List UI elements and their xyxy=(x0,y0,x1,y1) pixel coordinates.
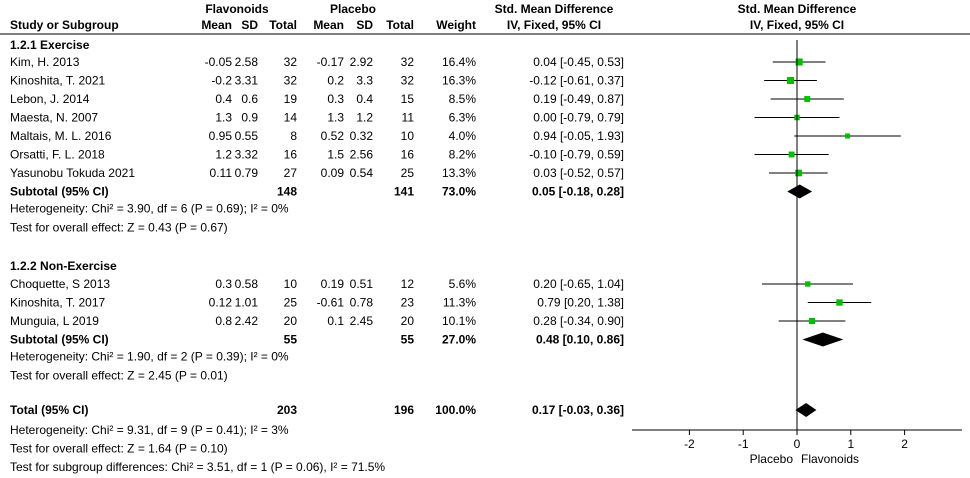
subgroup-2-study-2-mean-1: 0.12 xyxy=(208,295,232,310)
subgroup-2-subtotal-label: Subtotal (95% CI) xyxy=(10,332,109,347)
subgroup-1-study-5-effect-square xyxy=(845,134,850,139)
subgroup-2-study-2-name: Kinoshita, T. 2017 xyxy=(10,295,106,310)
subgroup-1-study-2-ci-text: -0.12 [-0.61, 0.37] xyxy=(529,73,624,88)
subgroup-1-study-1-sd-1: 2.58 xyxy=(234,55,258,69)
subgroup-1-study-7-sd-2: 0.54 xyxy=(349,166,373,180)
subgroup-1-study-3-name: Lebon, J. 2014 xyxy=(10,92,90,106)
subgroup-1-study-1-sd-2: 2.92 xyxy=(349,55,373,69)
subgroup-1-study-2-effect-square xyxy=(787,77,794,84)
subgroup-1-subtotal-total-2: 141 xyxy=(393,184,414,199)
subgroup-1-study-6-name: Orsatti, F. L. 2018 xyxy=(10,147,105,162)
subgroup-1-study-5-weight: 4.0% xyxy=(448,129,476,143)
subgroup-1-study-3-mean-2: 0.3 xyxy=(327,92,344,106)
subgroup-1-study-7-total-1: 27 xyxy=(283,166,297,180)
subgroup-2-study-1-total-1: 10 xyxy=(283,277,297,291)
header-sd-2: SD xyxy=(356,18,373,32)
subgroup-2-study-2-effect-square xyxy=(836,299,842,305)
subgroup-2-subtotal-total-1: 55 xyxy=(283,332,297,347)
total-total-2: 196 xyxy=(393,403,414,417)
subgroup-1-study-4-sd-1: 0.9 xyxy=(241,110,258,125)
total-ci-text: 0.17 [-0.03, 0.36] xyxy=(531,403,624,417)
subgroup-1-study-3-sd-1: 0.6 xyxy=(241,92,258,106)
subgroup-1-study-1-total-1: 32 xyxy=(283,55,297,69)
subgroup-1-study-2-mean-2: 0.2 xyxy=(327,73,344,88)
subgroup-2-study-3-mean-1: 0.8 xyxy=(215,314,232,328)
subgroup-1-study-7-mean-1: 0.11 xyxy=(209,166,232,180)
axis-label-right: Flavonoids xyxy=(801,452,860,466)
subgroup-1-study-5-sd-2: 0.32 xyxy=(349,129,373,143)
header-flavonoids: Flavonoids xyxy=(205,2,269,16)
subgroup-1-study-3-effect-square xyxy=(804,96,810,102)
header-sd-1: SD xyxy=(241,18,258,32)
subgroup-2-study-3-total-1: 20 xyxy=(283,314,297,328)
subgroup-2-study-2-sd-2: 0.78 xyxy=(349,295,373,310)
subgroup-1-study-3-weight: 8.5% xyxy=(448,92,476,106)
subgroup-1-study-4-mean-1: 1.3 xyxy=(215,110,232,125)
subgroup-1-study-6-weight: 8.2% xyxy=(448,147,476,162)
subgroup-2-study-1-ci-text: 0.20 [-0.65, 1.04] xyxy=(533,277,624,291)
subgroup-1-study-3-total-1: 19 xyxy=(283,92,297,106)
subgroup-1-study-1-total-2: 32 xyxy=(400,55,414,69)
subgroup-2-title: 1.2.2 Non-Exercise xyxy=(10,259,117,273)
subgroup-1-study-1-mean-2: -0.17 xyxy=(316,55,344,69)
header-mean-1: Mean xyxy=(201,18,232,32)
subgroup-1-study-7-ci-text: 0.03 [-0.52, 0.57] xyxy=(533,166,624,180)
subgroup-1-study-2-mean-1: -0.2 xyxy=(211,73,232,88)
subgroup-1-subtotal-diamond xyxy=(787,185,812,199)
subgroup-2-overall-effect: Test for overall effect: Z = 2.45 (P = 0.01) xyxy=(10,368,228,383)
subgroup-1-heterogeneity: Heterogeneity: Chi² = 3.90, df = 6 (P = 0.69); I² = 0% xyxy=(10,201,289,216)
header-weight: Weight xyxy=(436,18,476,32)
total-diamond xyxy=(795,403,816,417)
subgroup-1-study-1-ci-text: 0.04 [-0.45, 0.53] xyxy=(533,55,624,69)
subgroup-2-study-2-total-2: 23 xyxy=(400,295,414,310)
subgroup-1-study-3-sd-2: 0.4 xyxy=(356,92,373,106)
total-total-1: 203 xyxy=(276,403,297,417)
subgroup-2-study-2-weight: 11.3% xyxy=(442,295,476,310)
header-smd: Std. Mean Difference xyxy=(494,2,614,16)
subgroup-1-study-7-effect-square xyxy=(795,170,802,177)
subgroup-1-title: 1.2.1 Exercise xyxy=(10,38,90,52)
subgroup-1-study-4-name: Maesta, N. 2007 xyxy=(10,110,99,125)
axis-label-left: Placebo xyxy=(749,452,793,466)
total-label: Total (95% CI) xyxy=(10,403,89,417)
x-tick-label: -2 xyxy=(684,437,695,451)
subgroup-1-study-5-sd-1: 0.55 xyxy=(234,129,258,143)
subgroup-1-study-1-name: Kim, H. 2013 xyxy=(10,55,80,69)
subgroup-2-study-3-name: Munguia, L 2019 xyxy=(10,314,99,328)
subgroup-1-study-5-total-2: 10 xyxy=(400,129,414,143)
subgroup-1-study-2-total-1: 32 xyxy=(283,73,297,88)
header-placebo: Placebo xyxy=(329,2,377,16)
subgroup-1-study-3-ci-text: 0.19 [-0.49, 0.87] xyxy=(533,92,624,106)
subgroup-2-study-2-mean-2: -0.61 xyxy=(316,295,344,310)
subgroup-2-study-2-total-1: 25 xyxy=(283,295,297,310)
subgroup-2-subtotal-diamond xyxy=(802,333,843,347)
header-plot-method: IV, Fixed, 95% CI xyxy=(749,18,845,32)
subgroup-1-study-2-sd-1: 3.31 xyxy=(234,73,258,88)
x-tick-label: 0 xyxy=(793,437,801,451)
subgroup-1-study-5-total-1: 8 xyxy=(290,129,297,143)
header-total-2: Total xyxy=(386,18,414,32)
subgroup-2-subtotal-total-2: 55 xyxy=(400,332,414,347)
subgroup-1-subtotal-total-1: 148 xyxy=(276,184,297,199)
subgroup-1-study-4-mean-2: 1.3 xyxy=(327,110,344,125)
subgroup-1-study-6-sd-2: 2.56 xyxy=(349,147,373,162)
subgroup-1-study-6-total-2: 16 xyxy=(400,147,414,162)
x-tick-label: -1 xyxy=(737,437,749,451)
x-tick-label: 1 xyxy=(847,437,855,451)
subgroup-2-study-1-mean-1: 0.3 xyxy=(215,277,232,291)
header-mean-2: Mean xyxy=(313,18,344,32)
subgroup-2-study-3-sd-1: 2.42 xyxy=(234,314,258,328)
subgroup-1-study-3-total-2: 15 xyxy=(400,92,414,106)
subgroup-1-study-6-total-1: 16 xyxy=(283,147,297,162)
subgroup-2-study-3-weight: 10.1% xyxy=(441,314,476,328)
subgroup-1-overall-effect: Test for overall effect: Z = 0.43 (P = 0.67) xyxy=(10,220,228,235)
subgroup-1-study-2-sd-2: 3.3 xyxy=(356,73,373,88)
subgroup-1-study-6-sd-1: 3.32 xyxy=(234,147,258,162)
subgroup-1-study-4-sd-2: 1.2 xyxy=(356,110,373,125)
footer-line-3: Test for subgroup differences: Chi² = 3.51, df = 1 (P = 0.06), I² = 71.5% xyxy=(10,460,386,474)
subgroup-1-study-1-weight: 16.4% xyxy=(441,55,476,69)
subgroup-1-study-7-total-2: 25 xyxy=(400,166,414,180)
header-study: Study or Subgroup xyxy=(10,18,119,32)
subgroup-1-study-7-weight: 13.3% xyxy=(441,166,476,180)
subgroup-1-subtotal-label: Subtotal (95% CI) xyxy=(10,184,109,199)
subgroup-2-study-1-effect-square xyxy=(805,281,810,286)
subgroup-1-study-2-weight: 16.3% xyxy=(441,73,476,88)
subgroup-2-subtotal-weight: 27.0% xyxy=(441,332,476,347)
x-tick-label: 2 xyxy=(901,437,908,451)
subgroup-1-study-5-ci-text: 0.94 [-0.05, 1.93] xyxy=(533,129,624,143)
subgroup-2-study-3-ci-text: 0.28 [-0.34, 0.90] xyxy=(533,314,624,328)
subgroup-2-study-3-sd-2: 2.45 xyxy=(349,314,373,328)
footer-line-2: Test for overall effect: Z = 1.64 (P = 0.10) xyxy=(10,441,228,456)
subgroup-1-study-2-total-2: 32 xyxy=(400,73,414,88)
subgroup-1-study-1-mean-1: -0.05 xyxy=(204,55,232,69)
footer-line-1: Heterogeneity: Chi² = 9.31, df = 9 (P = 0.41); I² = 3% xyxy=(10,423,289,437)
subgroup-1-study-7-name: Yasunobu Tokuda 2021 xyxy=(10,166,135,180)
header-plot-title: Std. Mean Difference xyxy=(737,2,857,16)
subgroup-1-study-6-effect-square xyxy=(789,152,795,158)
subgroup-2-study-1-weight: 5.6% xyxy=(448,277,476,291)
subgroup-2-heterogeneity: Heterogeneity: Chi² = 1.90, df = 2 (P = 0.39); I² = 0% xyxy=(10,349,289,364)
subgroup-2-study-2-sd-1: 1.01 xyxy=(234,295,258,310)
subgroup-1-study-4-total-2: 11 xyxy=(401,110,414,125)
subgroup-1-study-3-mean-1: 0.4 xyxy=(215,92,232,106)
subgroup-1-study-5-mean-1: 0.95 xyxy=(208,129,232,143)
subgroup-1-study-5-mean-2: 0.52 xyxy=(320,129,344,143)
subgroup-1-study-7-mean-2: 0.09 xyxy=(320,166,344,180)
subgroup-2-study-1-name: Choquette, S 2013 xyxy=(10,277,111,291)
subgroup-1-subtotal-ci-text: 0.05 [-0.18, 0.28] xyxy=(531,184,624,199)
subgroup-2-study-3-total-2: 20 xyxy=(400,314,414,328)
subgroup-2-study-3-effect-square xyxy=(809,318,815,324)
subgroup-2-study-1-mean-2: 0.19 xyxy=(320,277,344,291)
subgroup-1-study-2-name: Kinoshita, T. 2021 xyxy=(10,73,106,88)
total-weight: 100.0% xyxy=(435,403,476,417)
subgroup-1-study-4-weight: 6.3% xyxy=(448,110,476,125)
subgroup-1-study-5-name: Maltais, M. L. 2016 xyxy=(10,129,112,143)
subgroup-2-subtotal-ci-text: 0.48 [0.10, 0.86] xyxy=(535,332,624,347)
subgroup-1-subtotal-weight: 73.0% xyxy=(441,184,476,199)
subgroup-2-study-1-sd-1: 0.58 xyxy=(234,277,258,291)
header-smd-method: IV, Fixed, 95% CI xyxy=(506,18,602,32)
subgroup-2-study-1-total-2: 12 xyxy=(400,277,414,291)
subgroup-1-study-4-total-1: 14 xyxy=(283,110,297,125)
subgroup-1-study-4-ci-text: 0.00 [-0.79, 0.79] xyxy=(533,110,624,125)
subgroup-2-study-3-mean-2: 0.1 xyxy=(327,314,344,328)
subgroup-1-study-7-sd-1: 0.79 xyxy=(234,166,258,180)
header-total-1: Total xyxy=(269,18,297,32)
subgroup-1-study-6-mean-1: 1.2 xyxy=(215,147,232,162)
subgroup-2-study-1-sd-2: 0.51 xyxy=(349,277,373,291)
subgroup-1-study-6-mean-2: 1.5 xyxy=(327,147,344,162)
subgroup-2-study-2-ci-text: 0.79 [0.20, 1.38] xyxy=(537,295,624,310)
subgroup-1-study-6-ci-text: -0.10 [-0.79, 0.59] xyxy=(529,147,624,162)
